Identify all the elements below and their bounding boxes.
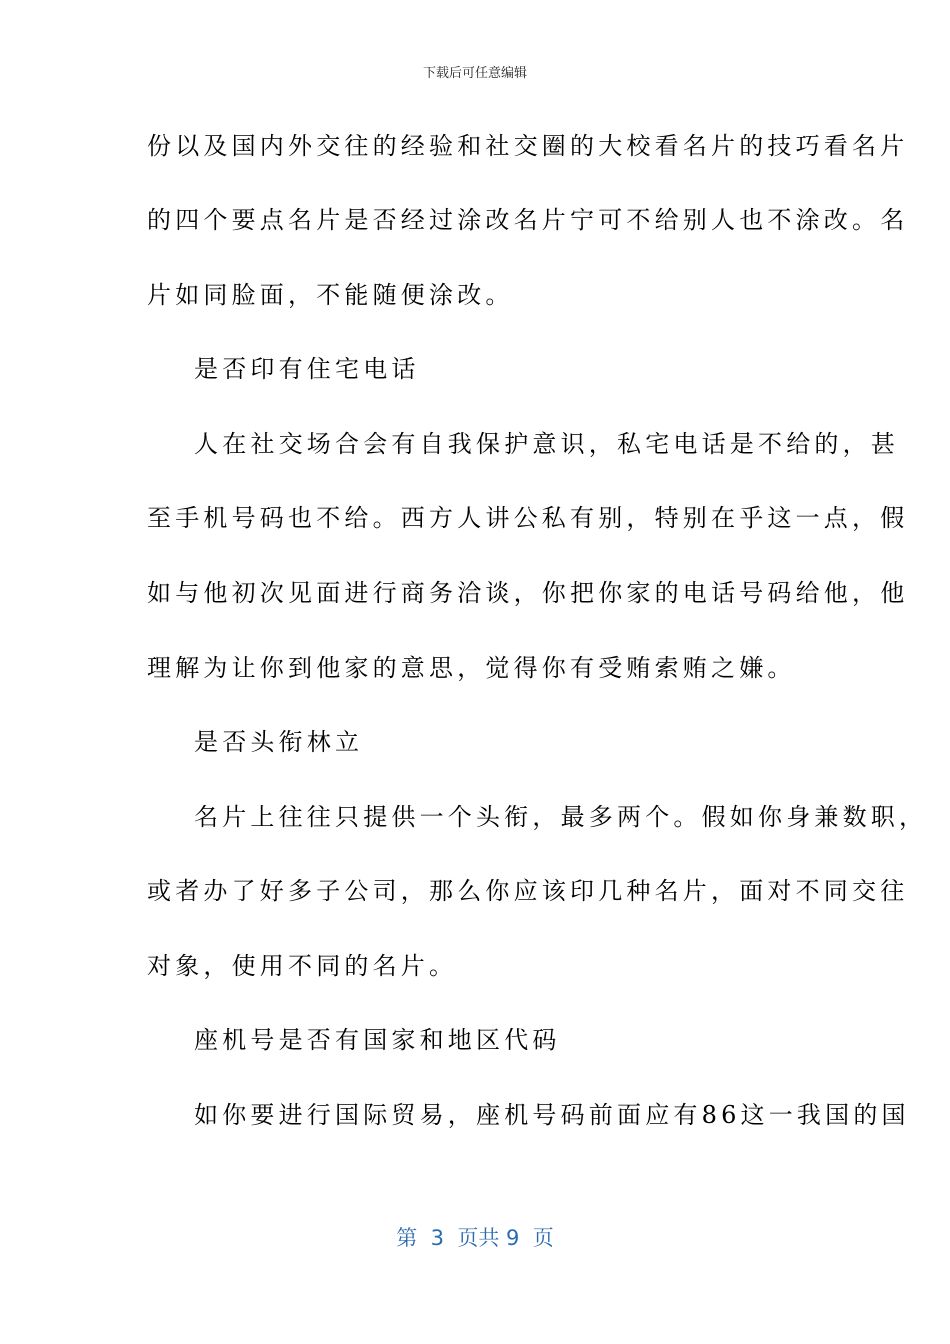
body-line: 或者办了好多子公司，那么你应该印几种名片，面对不同交往 [147,877,909,905]
section-heading: 是否头衔林立 [194,728,364,756]
body-line: 理解为让你到他家的意思，觉得你有受贿索贿之嫌。 [147,654,796,682]
body-line: 至手机号码也不给。西方人讲公私有别，特别在乎这一点，假 [147,504,909,532]
body-line: 如你要进行国际贸易，座机号码前面应有86这一我国的国 [194,1101,910,1129]
body-line: 名片上往往只提供一个头衔，最多两个。假如你身兼数职， [194,803,928,831]
section-heading: 座机号是否有国家和地区代码 [194,1026,561,1054]
section-heading: 是否印有住宅电话 [194,355,420,383]
body-line: 人在社交场合会有自我保护意识，私宅电话是不给的，甚 [194,430,899,458]
body-line: 如与他初次见面进行商务洽谈，你把你家的电话号码给他，他 [147,579,909,607]
page-number-footer: 第 3 页共 9 页 [396,1226,554,1250]
body-line: 片如同脸面，不能随便涂改。 [147,281,514,309]
page-header: 下载后可任意编辑 [422,66,527,81]
body-line: 份以及国内外交往的经验和社交圈的大校看名片的技巧看名片 [147,132,909,160]
body-line: 的四个要点名片是否经过涂改名片宁可不给别人也不涂改。名 [147,206,909,234]
body-line: 对象，使用不同的名片。 [147,952,458,980]
